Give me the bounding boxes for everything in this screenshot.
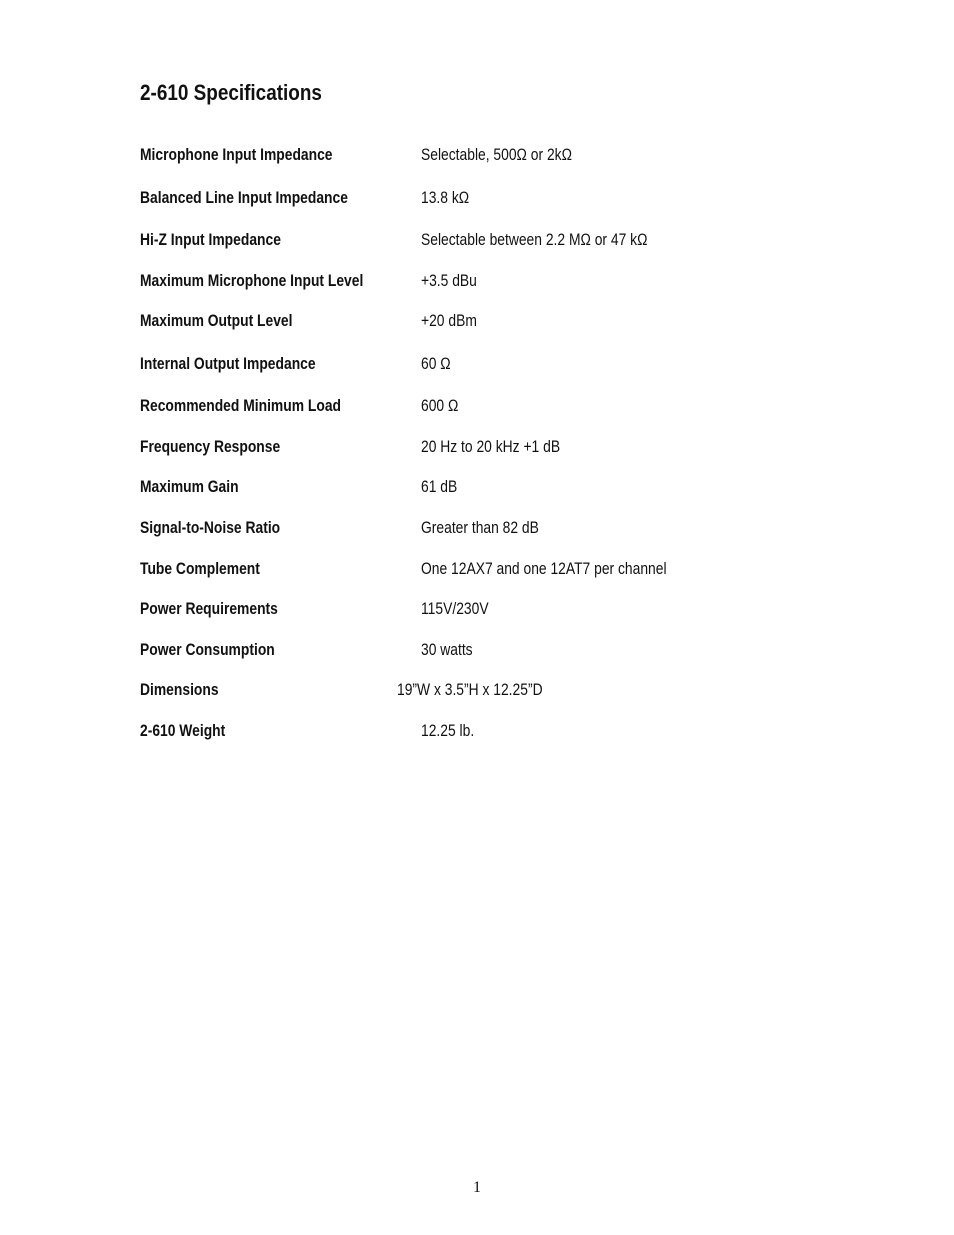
spec-label: Power Consumption <box>140 641 275 659</box>
spec-row-signal-to-noise <box>0 516 954 540</box>
spec-value: Greater than 82 dB <box>421 519 539 537</box>
spec-row-tube-complement <box>0 557 954 581</box>
spec-value: One 12AX7 and one 12AT7 per channel <box>421 560 667 578</box>
spec-row-power-requirements <box>0 597 954 621</box>
spec-label: Hi-Z Input Impedance <box>140 231 281 249</box>
spec-row-weight <box>0 719 954 743</box>
spec-label: Maximum Output Level <box>140 312 293 330</box>
spec-value: 20 Hz to 20 kHz +1 dB <box>421 438 561 456</box>
spec-row-max-output-level <box>0 309 954 333</box>
spec-row-max-mic-input-level <box>0 269 954 293</box>
spec-label: Power Requirements <box>140 600 278 618</box>
spec-value: 19”W x 3.5”H x 12.25”D <box>397 681 543 699</box>
spec-label: Dimensions <box>140 681 219 699</box>
page-number: 1 <box>473 1179 481 1196</box>
spec-value: 61 dB <box>421 478 458 496</box>
spec-label: Recommended Minimum Load <box>140 397 341 415</box>
spec-value: 12.25 lb. <box>421 722 475 740</box>
spec-label: Maximum Gain <box>140 478 239 496</box>
spec-row-dimensions <box>0 678 954 702</box>
spec-label: Balanced Line Input Impedance <box>140 189 348 207</box>
spec-value: Selectable, 500Ω or 2kΩ <box>421 146 572 164</box>
spec-row-balanced-line-input-impedance <box>0 186 954 210</box>
spec-row-hi-z-input-impedance <box>0 228 954 252</box>
spec-label: Frequency Response <box>140 438 281 456</box>
spec-row-recommended-min-load <box>0 394 954 418</box>
spec-value: 13.8 kΩ <box>421 189 470 207</box>
spec-value: +3.5 dBu <box>421 272 477 290</box>
spec-row-frequency-response <box>0 435 954 459</box>
spec-value: 30 watts <box>421 641 473 659</box>
spec-value: Selectable between 2.2 MΩ or 47 kΩ <box>421 231 648 249</box>
spec-label: Internal Output Impedance <box>140 355 316 373</box>
page-title: 2-610 Specifications <box>140 80 322 105</box>
spec-label: Tube Complement <box>140 560 260 578</box>
spec-value: +20 dBm <box>421 312 477 330</box>
spec-label: Signal-to-Noise Ratio <box>140 519 281 537</box>
spec-label: 2-610 Weight <box>140 722 226 740</box>
spec-value: 115V/230V <box>421 600 489 618</box>
spec-value: 60 Ω <box>421 355 451 373</box>
spec-row-maximum-gain <box>0 475 954 499</box>
spec-row-mic-input-impedance <box>0 143 954 167</box>
spec-label: Microphone Input Impedance <box>140 146 333 164</box>
spec-row-internal-output-impedance <box>0 352 954 376</box>
spec-row-power-consumption <box>0 638 954 662</box>
spec-value: 600 Ω <box>421 397 459 415</box>
spec-label: Maximum Microphone Input Level <box>140 272 364 290</box>
